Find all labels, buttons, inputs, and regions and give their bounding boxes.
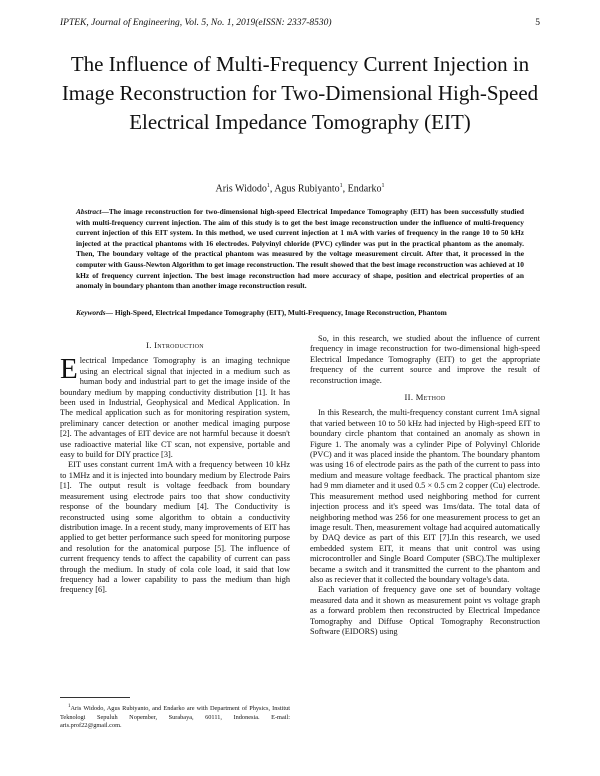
right-column xyxy=(310,334,540,637)
abstract xyxy=(76,207,524,292)
author-name: Agus Rubiyanto xyxy=(274,183,340,195)
running-header xyxy=(60,18,540,28)
affiliation-mark: 1 xyxy=(381,183,385,189)
keywords-label: Keywords— xyxy=(76,308,113,317)
author-name: Aris Widodo xyxy=(215,183,267,195)
paper-title: The Influence of Multi-Frequency Current Injection in Image Reconstruction for Two-Dimensional High-Speed Electrical Impedance Tomography (EIT) xyxy=(61,52,539,134)
intro-paragraph-3: So, in this research, we studied about the influence of current frequency in image reconstruction for two-dimensional high-speed Electrical Impedance Tomography (EIT) to get the appropriate frequency of the current source and improve the result of reconstruction image. xyxy=(310,334,540,385)
section-heading-method: II. Method xyxy=(404,392,446,403)
page-number: 5 xyxy=(535,18,540,28)
footnote-mark: 1 xyxy=(68,704,71,709)
keywords-text: High-Speed, Electrical Impedance Tomography (EIT), Multi-Frequency, Image Reconstruction, Phantom xyxy=(112,308,447,317)
author-name: Endarko xyxy=(347,183,382,195)
drop-cap: E xyxy=(60,353,78,386)
intro-paragraph-1 xyxy=(60,353,290,460)
left-column xyxy=(60,334,290,596)
keywords xyxy=(76,308,524,317)
intro-paragraph-1-text: lectrical Impedance Tomography is an imaging technique using an electrical signal that injected in a medium such as human body and industrial part to get the image inside of the boundary medium by mapping conductivity distribution [1]. It has been used in Industrial, Geophysical and Medical Application. In The medical application such as for monitoring respiration system, preliminary cancer detection or another medical imaging purpose [2]. The advantages of EIT device are not harmful because it doesn't use radioactive material like CT scan, not expensive, portable and easy to build for DIY practice [3]. xyxy=(60,356,290,460)
abstract-label: Abstract— xyxy=(76,207,109,216)
footnote-body: Aris Widodo, Agus Rubiyanto, and Endarko are with Department of Physics, Institut Teknologi Sepuluh Nopember, Surabaya, 60111, Indonesia. E-mail: aris.prof22@gmail.com. xyxy=(60,705,290,729)
intro-paragraph-2: EIT uses constant current 1mA with a frequency between 10 kHz to 1MHz and it is injected into boundary medium by Electrode Pairs [1]. The output result is voltage feedback from boundary measurement using electrode pairs too that show conductivity response of the boundary medium [4]. The Conductivity is reconstructed using some algorithm to obtain a conductivity distribution image. In a recent study, many improvements of EIT has applied to get better performance such speed for monitoring purpose and resolution for the anatomical purpose [5]. The influence of current frequency tends to affect the capability of current can pass through the medium. In study of cola cole load, it said that low frequency had a lower capability to pass the medium than high frequency [6]. xyxy=(60,460,290,595)
section-heading-introduction: I. Introduction xyxy=(146,340,204,350)
method-paragraph-1: In this Research, the multi-frequency constant current 1mA signal that varied between 10 to 50 kHz had injected by High-speed EIT to boundary circle phantom that contained an anomaly as shown in Figure 1. The anomaly was a cylinder Pipe of Polyvinyl Chloride (PVC) and it was placed inside the phantom. The boundary phantom was using 16 of electrode pairs as the path of the current to pass into medium and measure voltage feedback. The practical phantom size had 9 mm diameter and it used 0.5 × 0.5 cm 2 copper (Cu) electrode. This measurement method used neighboring method for current injection process and it's speed was 1ms/data. The total data of neighboring method was 256 for one measurement process to get an image result. Then, measurement voltage had acquired automatically by DAQ device as part of this EIT [7].In this research, we used embedded system EIT, it means that unit control was using microcontroller and Single Board Computer (SBC).The multiplexer became a switch and it transmitted the current to the phantom and also as reciever that it collected the boundary voltage's data. xyxy=(310,408,540,584)
journal-citation: IPTEK, Journal of Engineering, Vol. 5, No. 1, 2019(eISSN: 2337-8530) xyxy=(60,18,332,28)
affiliation-mark: 1 xyxy=(266,183,270,189)
author-footnote xyxy=(60,697,290,730)
footnote-rule xyxy=(60,697,130,698)
method-paragraph-2: Each variation of frequency gave one set of boundary voltage measured data and it shown as measurement point vs voltage graph as a forward problem then reconstructed by Electrical Impedance Tomography and Diffuse Optical Tomography Reconstruction Software (EIDORS) using xyxy=(310,585,540,636)
affiliation-mark: 1 xyxy=(339,183,343,189)
abstract-text: The image reconstruction for two-dimensional high-speed Electrical Impedance Tomography (EIT) has been successfully studied with multi-frequency current injection. The aim of this study is to get the best image reconstruction under the influence of multi-frequency current injection of this EIT system. In this method, we used current injection at 1 mA with varies of frequency in the range 10 to 50 kHz injected at the practical phantoms with 16 electrodes. Polyvinyl chloride (PVC) cylinder was put in the practical phantom as the anomaly. Then, The boundary voltage of the practical phantom was measured by the voltage measurement circuit. After that, it processed in the computer with Gauss-Newton Algorithm to get image reconstruction. The result showed that the best image reconstruction was achieved at 10 kHz of frequency current injection. The best image reconstruction had more accuracy of shape, position and electrical properties of an anomaly in boundary phantom than another image reconstruction result. xyxy=(76,207,524,291)
author-line: Aris Widodo$^1$, Agus Rubiyanto$^1$, Endarko$^1$ xyxy=(215,183,385,195)
footnote-text xyxy=(60,703,290,730)
